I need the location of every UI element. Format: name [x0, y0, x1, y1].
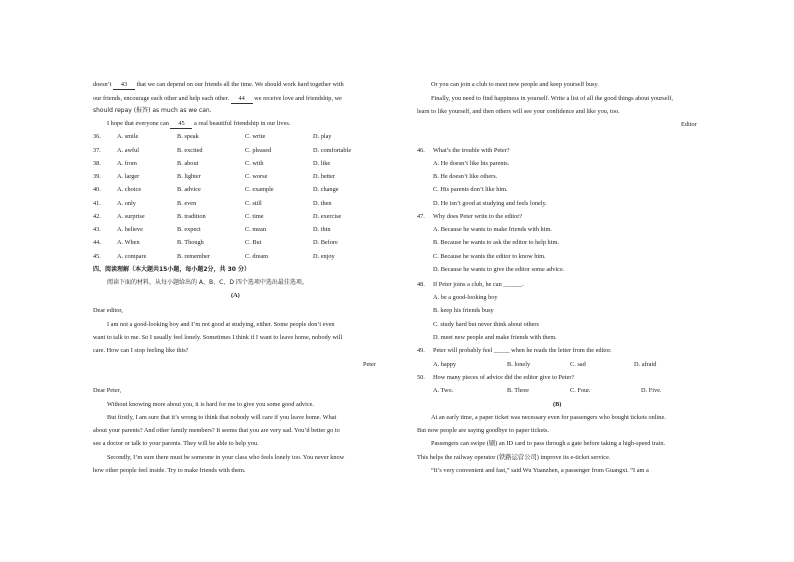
- cloze-line: doesn’t 43 that we can depend on our friends all the time. We should work hard together with: [93, 81, 344, 88]
- letter-line: see a doctor or talk to your parents. They will be able to help you.: [93, 440, 259, 447]
- passage-label-b: (B): [553, 401, 562, 408]
- cloze-line: our friends, encourage each other and help each other. 44 we receive love and friendship, we: [93, 95, 342, 102]
- section-instructions: 阅读下面的材料，从每小题给出的 A、B、C、D 四个选项中选出最佳选项。: [107, 279, 308, 286]
- passage-line: Passengers can swipe (刷) an ID card to pass through a gate before taking a high-speed train.: [431, 440, 666, 447]
- letter-line: learn to like yourself, and then others will see your confidence and like you, too.: [417, 108, 620, 115]
- letter-greeting: Dear Peter,: [93, 387, 122, 394]
- cloze-line: should repay (报答) as much as we can.: [93, 107, 212, 114]
- letter-line: care. How can I stop feeling like this?: [93, 347, 189, 354]
- passage-line: “It’s very convenient and fast,” said Wu Yuanzhen, a passenger from Guangxi. “I am a: [431, 467, 649, 474]
- cloze-blank: 45: [170, 120, 192, 129]
- letter-line: Or you can join a club to meet new people and keep yourself busy.: [431, 81, 599, 88]
- letter-line: Finally, you need to find happiness in yourself. Write a list of all the good things about yourself,: [431, 95, 673, 102]
- cloze-line: I hope that everyone can 45 a real beautiful friendship in our lives.: [107, 120, 291, 127]
- section-title: 四、阅读理解（本大题共15小题，每小题2分，共 30 分）: [93, 266, 251, 273]
- letter-signature: Editor: [681, 121, 697, 128]
- letter-line: Secondly, I’m sure there must be someone in your class who feels lonely too. You never know: [107, 454, 345, 461]
- letter-line: how other people feel inside. Try to make friends with them.: [93, 467, 246, 474]
- letter-line: I am not a good-looking boy and I’m not good at studying, either. Some people don’t even: [107, 321, 335, 328]
- letter-line: want to talk to me. So I usually feel lonely. Sometimes I think if I want to leave home, nobody will: [93, 334, 343, 341]
- passage-label-a: (A): [231, 292, 240, 299]
- letter-greeting: Dear editor,: [93, 307, 123, 314]
- letter-line: But firstly, I am sure that it’s wrong to think that nobody will care if you leave home. What: [107, 414, 337, 421]
- cloze-blank: 44: [231, 95, 253, 104]
- letter-line: about your parents? And other family members? It seems that you are very sad. You’d better go to: [93, 427, 340, 434]
- passage-line: This helps the railway operator (铁路运营公司) improve its e-ticket service.: [417, 454, 611, 461]
- letter-signature: Peter: [363, 361, 376, 368]
- letter-line: Without knowing more about you, it is hard for me to give you some good advice.: [107, 401, 314, 408]
- passage-line: But now people are saying goodbye to paper tickets.: [417, 427, 550, 434]
- passage-line: At an early time, a paper ticket was necessary even for passengers who bought tickets online.: [431, 414, 666, 421]
- cloze-blank: 43: [113, 81, 135, 90]
